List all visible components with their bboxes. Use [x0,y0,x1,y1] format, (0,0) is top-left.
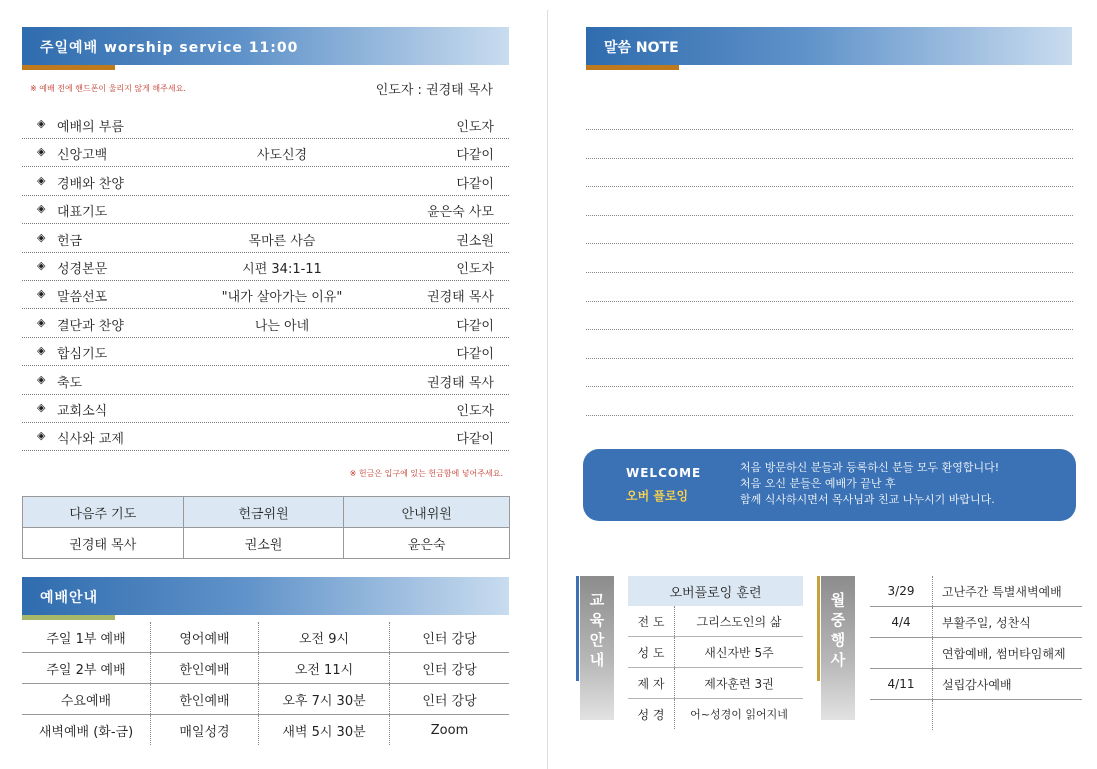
service-cell: 인터 강당 [390,684,510,715]
bullet-icon: ◈ [37,401,46,414]
worship-title-accent [22,65,115,70]
order-item [22,337,509,366]
order-item [22,280,509,309]
education-label-edge [576,576,579,681]
bullet-icon: ◈ [37,372,46,386]
service-cell: 오후 7시 30분 [259,684,390,715]
service-info-title-bar [22,577,509,615]
welcome-sub: 오버 플로잉 [626,489,689,503]
event-title: 설립감사예배 [933,669,1083,700]
service-cell: 한인예배 [151,684,259,715]
education-value: 어~성경이 읽어지네 [690,708,788,721]
service-row [22,622,509,653]
duty-value: 윤은숙 [344,528,510,559]
service-row [22,715,509,746]
event-title: 연합예배, 썸머타임해제 [933,638,1083,669]
note-title-accent [586,65,679,70]
order-item-detail: 목마른 사슴 [248,233,316,249]
order-item-name: 성경본문 [57,262,108,277]
order-item-detail: 사도신경 [256,148,308,164]
page-divider [547,10,548,769]
bullet-icon: ◈ [37,145,46,159]
order-item-name: 교회소식 [57,404,108,419]
service-info-table [22,622,509,745]
service-cell: 인터 강당 [390,653,510,684]
note-title-bar [586,27,1072,65]
service-cell: 매일성경 [151,715,259,746]
order-item-detail: "내가 살아가는 이유" [221,290,343,306]
order-item-name: 예배의 부름 [57,120,124,135]
event-row [870,700,1082,731]
welcome-banner [583,449,1076,521]
note-title: 말씀 NOTE [604,40,679,56]
welcome-line: 함께 식사하시면서 목사님과 친교 나누시기 바랍니다. [740,493,995,506]
bullet-icon: ◈ [37,259,46,272]
note-line [586,272,1073,273]
order-item-detail: 시편 34:1-11 [242,262,322,277]
bullet-icon: ◈ [37,315,46,329]
order-item [22,422,509,451]
note-line [586,358,1073,359]
service-cell: 오전 11시 [259,653,390,684]
worship-leader [376,79,493,98]
service-cell: 인터 강당 [390,622,510,653]
education-table [628,576,803,729]
event-date: 3/29 [870,576,933,607]
education-row [628,699,803,730]
note-line [586,329,1073,330]
note-line [586,301,1073,302]
duty-header: 다음주 기도 [23,497,184,528]
monthly-label-char: 월 [830,591,846,609]
order-item-name: 헌금 [57,233,83,249]
service-cell: 새벽예배 (화-금) [38,724,134,740]
event-date [870,638,933,669]
education-key: 제 자 [628,668,675,699]
service-cell: 오전 9시 [259,622,390,653]
monthly-label-char: 중 [830,611,846,629]
service-cell: Zoom [390,715,510,746]
education-label-char: 교 [589,591,605,609]
order-item-leader: 권경태 목사 [427,290,494,306]
duty-value: 권경태 목사 [23,528,184,559]
education-label-char: 내 [589,651,605,669]
duty-header-row [23,497,510,528]
duty-table [22,496,510,559]
education-label-char: 안 [589,631,605,649]
order-item-leader: 인도자 [456,120,494,135]
order-item-name: 축도 [57,375,83,391]
monthly-label-char: 사 [830,651,846,669]
event-date [870,700,933,731]
education-key: 전 도 [628,606,675,637]
education-header: 오버플로잉 훈련 [628,576,803,606]
event-row [870,576,1082,607]
note-line [586,386,1073,387]
duty-header: 안내위원 [344,497,510,528]
order-item-name: 합심기도 [57,347,108,363]
monthly-label-edge [817,576,820,681]
worship-title: 주일예배 worship service 11:00 [40,40,299,56]
duty-header: 헌금위원 [183,497,344,528]
welcome-heading: WELCOME [626,466,702,480]
event-row [870,607,1082,638]
order-item-leader: 권소원 [456,233,494,249]
event-title: 고난주간 특별새벽예배 [933,576,1083,607]
order-item [22,138,509,167]
event-title: 부활주일, 성찬식 [933,607,1083,638]
monthly-events-table [870,576,1082,730]
order-item-leader: 인도자 [456,262,494,277]
education-value: 새신자반 5주 [675,637,804,668]
note-line [586,415,1073,416]
phone-notice: ※ 예배 전에 핸드폰이 울리지 않게 해주세요. [30,84,186,93]
duty-value-row [23,528,510,559]
education-value: 제자훈련 3권 [675,668,804,699]
education-row [628,637,803,668]
order-item-name: 대표기도 [57,205,108,221]
order-item [22,110,509,139]
education-key: 성 도 [628,637,675,668]
education-row [628,606,803,637]
order-item-leader: 다같이 [456,347,494,363]
order-item [22,309,509,338]
note-line [586,129,1073,130]
education-label [580,576,614,720]
education-row [628,668,803,699]
note-line [586,215,1073,216]
education-header-row [628,576,803,606]
education-value: 그리스도인의 삶 [675,606,804,637]
bullet-icon: ◈ [37,429,46,443]
service-row [22,653,509,684]
bullet-icon: ◈ [37,344,46,358]
order-item-leader: 권경태 목사 [427,375,494,391]
bullet-icon: ◈ [37,230,46,244]
bullet-icon: ◈ [37,173,46,187]
monthly-label [821,576,855,720]
offering-notice: ※ 헌금은 입구에 있는 헌금함에 넣어주세요. [349,469,503,478]
order-item [22,394,509,423]
service-cell: 새벽 5시 30분 [259,715,390,746]
order-item-leader: 다같이 [456,176,494,192]
order-item-leader: 인도자 [456,404,494,419]
order-item-leader: 다같이 [456,432,494,448]
event-row [870,669,1082,700]
event-title [933,700,1083,731]
service-cell: 수요예배 [22,684,151,715]
order-item-name: 식사와 교제 [57,432,124,448]
worship-title-bar [22,27,509,65]
education-label-char: 육 [589,611,605,629]
order-item-name: 신앙고백 [57,148,108,164]
order-item-leader: 윤은숙 사모 [427,205,494,221]
service-cell: 한인예배 [151,653,259,684]
service-row [22,684,509,715]
duty-value: 권소원 [183,528,344,559]
order-item [22,167,509,196]
service-info-accent [22,615,115,620]
welcome-line: 처음 오신 분들은 예배가 끝난 후 [740,477,896,490]
bullet-icon: ◈ [37,202,46,216]
welcome-text [740,460,999,508]
leader-label: 인도자 : [375,83,427,98]
event-date: 4/11 [870,669,933,700]
order-item [22,252,509,281]
event-row [870,638,1082,669]
order-item [22,366,509,395]
monthly-label-char: 행 [830,631,846,649]
note-line [586,243,1073,244]
service-info-title: 예배안내 [40,590,99,606]
order-item-name: 결단과 찬양 [57,318,124,334]
leader-name: 권경태 목사 [426,83,493,98]
order-item-leader: 다같이 [456,318,494,334]
order-item-detail: 나는 아네 [254,318,310,334]
event-date: 4/4 [870,607,933,638]
order-item-leader: 다같이 [456,148,494,164]
order-item-name: 경배와 찬양 [57,176,124,192]
education-key: 성 경 [628,699,675,730]
service-cell: 영어예배 [151,622,259,653]
bullet-icon: ◈ [37,287,46,301]
order-item [22,195,509,224]
note-line [586,186,1073,187]
note-line [586,158,1073,159]
order-item-name: 말씀선포 [57,290,108,306]
bullet-icon: ◈ [37,117,46,130]
service-cell: 주일 1부 예배 [22,622,151,653]
order-item [22,224,509,253]
service-cell: 주일 2부 예배 [22,653,151,684]
welcome-line: 처음 방문하신 분들과 등록하신 분들 모두 환영합니다! [740,461,1000,474]
